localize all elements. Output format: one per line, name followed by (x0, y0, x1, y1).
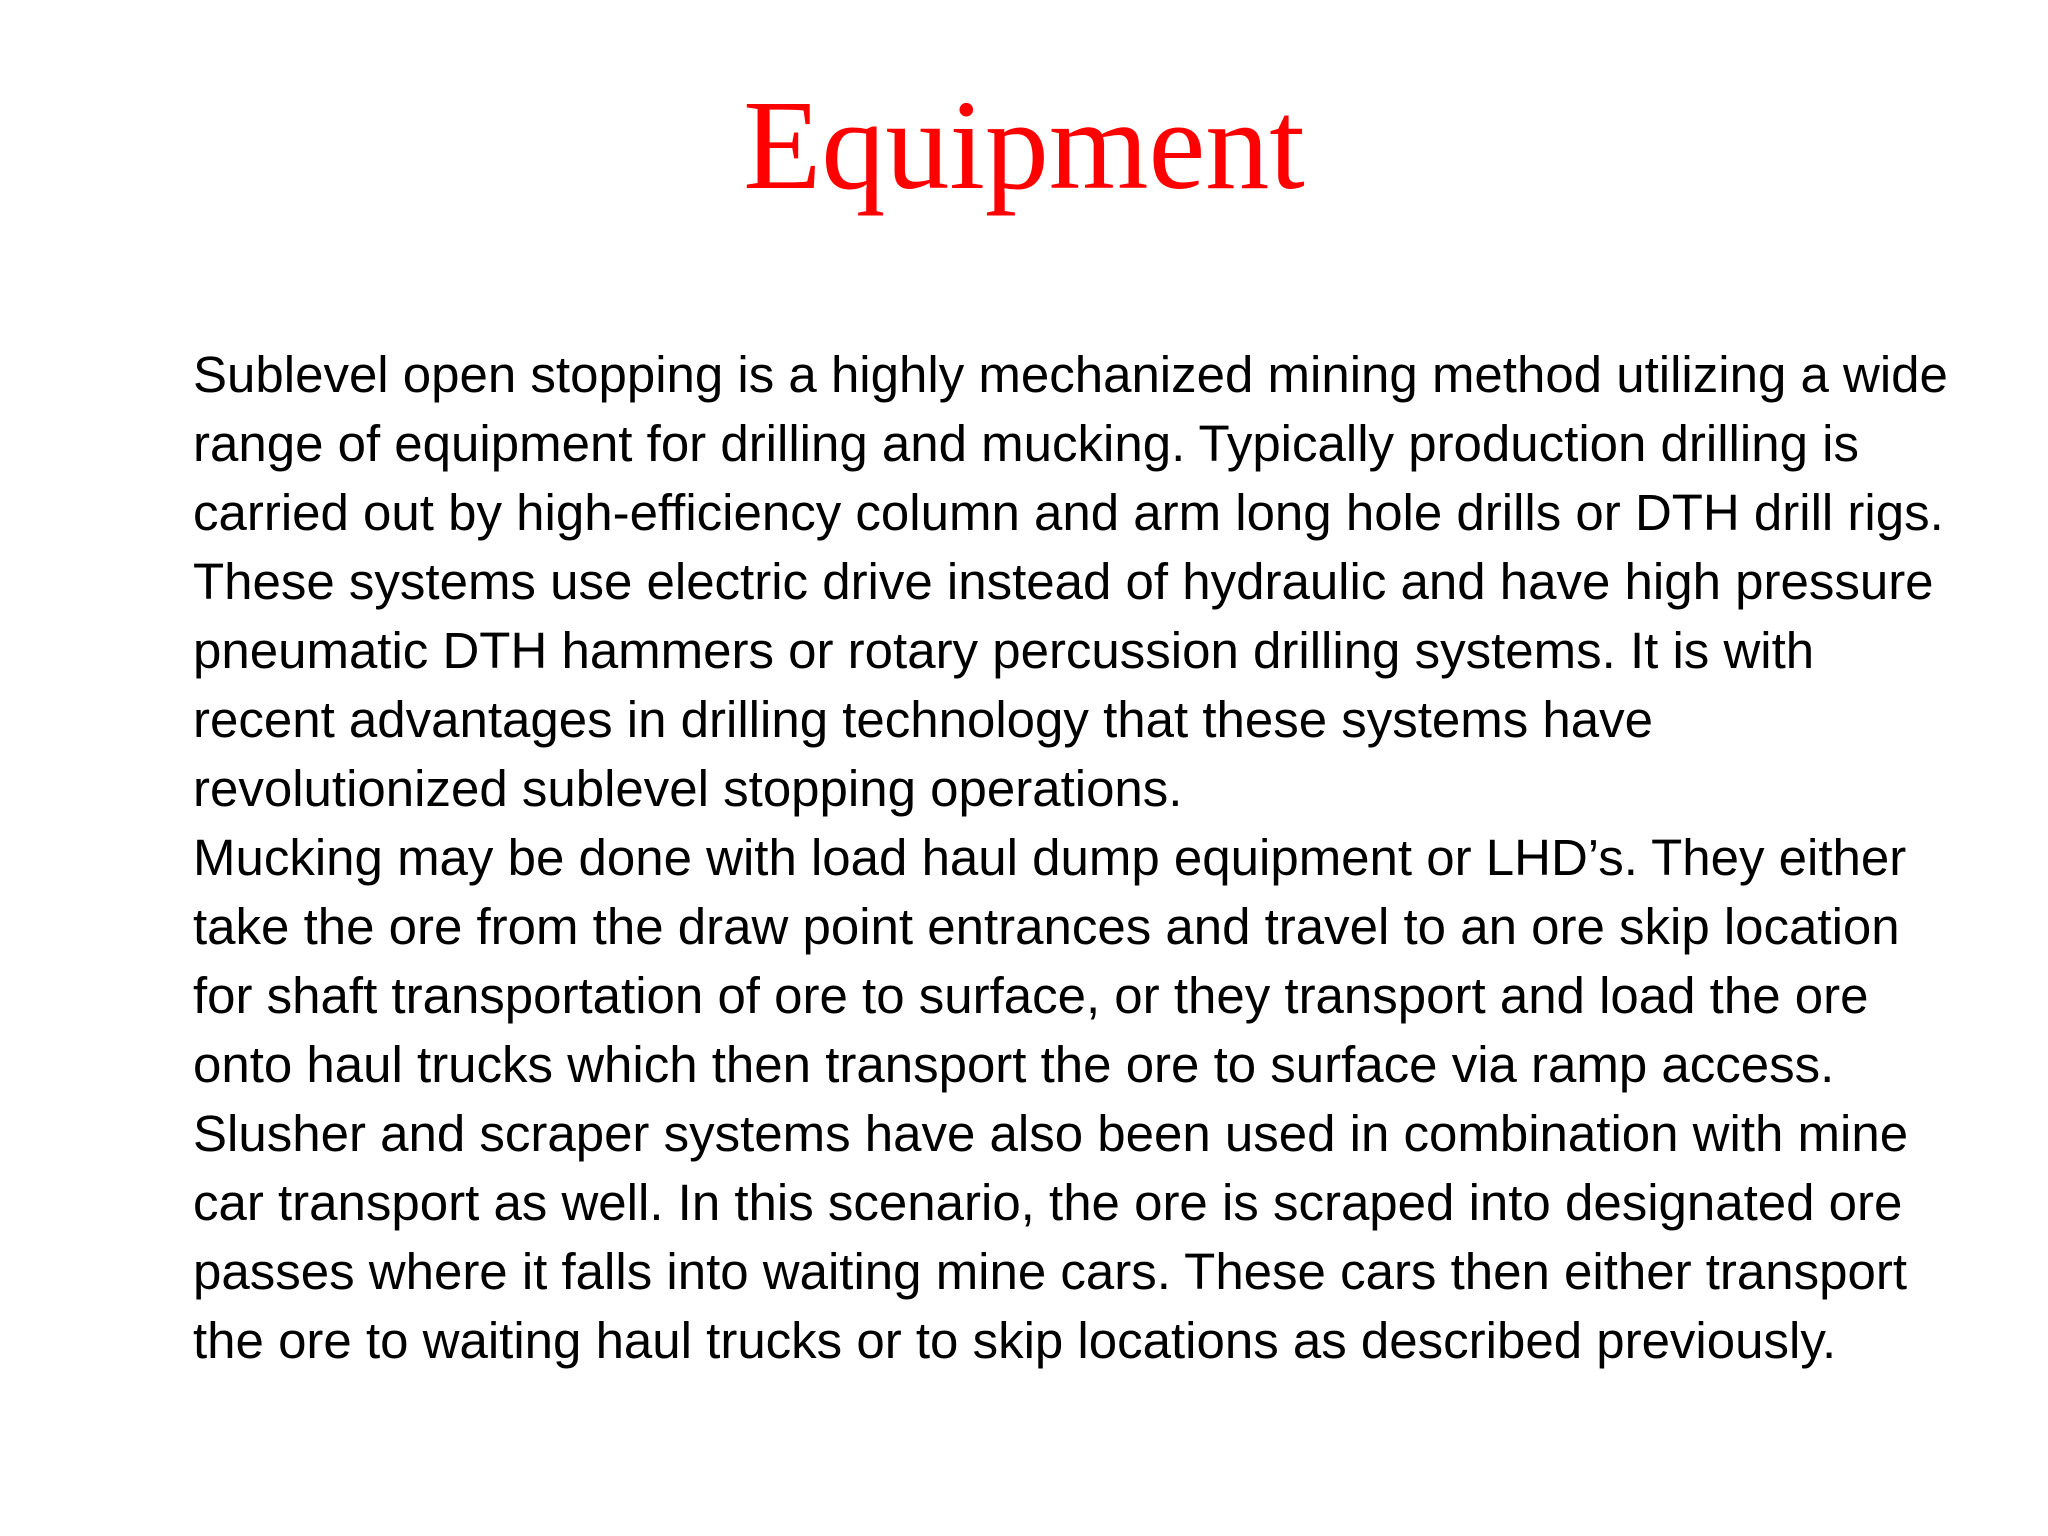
body-line: for shaft transportation of ore to surface, or they transport and load the ore (193, 967, 1869, 1024)
body-line: range of equipment for drilling and mucking. Typically production drilling is (193, 415, 1859, 472)
body-line: Slusher and scraper systems have also been used in combination with mine (193, 1105, 1909, 1162)
slide-title: Equipment (743, 74, 1305, 216)
body-line: These systems use electric drive instead of hydraulic and have high pressure (193, 553, 1934, 610)
body-line: carried out by high-efficiency column and arm long hole drills or DTH drill rigs. (193, 484, 1944, 541)
body-line: Sublevel open stopping is a highly mechanized mining method utilizing a wide (193, 346, 1948, 403)
body-line: passes where it falls into waiting mine cars. These cars then either transport (193, 1243, 1908, 1300)
body-line: revolutionized sublevel stopping operations. (193, 760, 1183, 817)
body-line: the ore to waiting haul trucks or to skip locations as described previously. (193, 1312, 1837, 1369)
body-line: take the ore from the draw point entrances and travel to an ore skip location (193, 898, 1900, 955)
body-line: Mucking may be done with load haul dump equipment or LHD’s. They either (193, 829, 1907, 886)
slide-body-text (193, 340, 2033, 1375)
body-line: car transport as well. In this scenario, the ore is scraped into designated ore (193, 1174, 1903, 1231)
body-line: onto haul trucks which then transport the ore to surface via ramp access. (193, 1036, 1835, 1093)
body-line: pneumatic DTH hammers or rotary percussion drilling systems. It is with (193, 622, 1815, 679)
body-line: recent advantages in drilling technology that these systems have (193, 691, 1654, 748)
